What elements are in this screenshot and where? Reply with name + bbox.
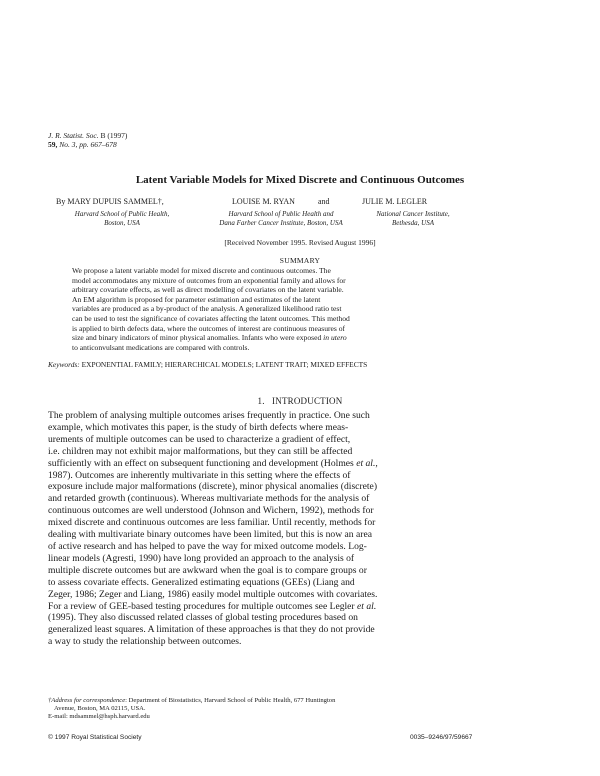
journal-series: B (1997) — [100, 131, 128, 140]
footnote-line: Avenue, Boston, MA 02115, USA. — [54, 705, 146, 713]
intro-line: 1987). Outcomes are inherently multivariate in this setting where the effects of — [48, 469, 351, 481]
summary-line: is applied to birth defects data, where the outcomes of interest are continuous measures of — [72, 323, 346, 333]
intro-line: Zeger, 1986; Zeger and Liang, 1986) easily model multiple outcomes with covariates. — [48, 588, 378, 600]
summary-heading: SUMMARY — [279, 256, 321, 265]
copyright-notice: © 1997 Royal Statistical Society — [48, 734, 142, 741]
footnote-email: E-mail: mdsammel@hsph.harvard.edu — [48, 713, 150, 721]
summary-line: variables are produced as a by-product of the analysis. A generalized likelihood ratio test — [72, 304, 342, 314]
intro-line: and retarded growth (continuous). Whereas multivariate methods for the analysis of — [48, 493, 370, 505]
affiliation-line: Bethesda, USA — [392, 219, 434, 227]
correspondence-footnote — [48, 697, 568, 722]
intro-line: multiple discrete outcomes but are awkward when the goal is to compare groups or — [48, 564, 367, 576]
affiliation-legler — [338, 210, 488, 228]
intro-line: linear models (Agresti, 1990) have long provided an approach to the analysis of — [48, 552, 355, 564]
affiliation-line: Dana Farber Cancer Institute, Boston, USA — [219, 219, 343, 227]
intro-line: of active research and has helped to pave the way for mixed outcome models. Log- — [48, 540, 367, 552]
section-heading: 1. INTRODUCTION — [257, 396, 343, 406]
affiliation-sammel — [52, 210, 192, 228]
intro-line: generalized least squares. A limitation of these approaches is that they do not provide — [48, 624, 375, 636]
author-conjunction: and — [318, 197, 330, 206]
intro-line: mixed discrete and continuous outcomes are less familiar. Until recently, methods for — [48, 517, 376, 529]
intro-italic: et al. — [356, 457, 376, 469]
paper-title: Latent Variable Models for Mixed Discrete and Continuous Outcomes — [135, 174, 465, 186]
summary-line: model accommodates any mixture of outcomes from an exponential family and allows for — [72, 275, 346, 285]
intro-line: urements of multiple outcomes can be used to characterize a gradient of effect, — [48, 433, 351, 445]
intro-line — [48, 458, 552, 470]
journal-citation — [48, 131, 127, 149]
intro-line: exposure include major malformations (discrete), minor physical anomalies (discrete) — [48, 481, 378, 493]
keywords — [48, 360, 568, 369]
intro-line: i.e. children may not exhibit major malformations, but they can still be affected — [48, 445, 353, 457]
intro-line: to assess covariate effects. Generalized estimating equations (GEEs) (Liang and — [48, 576, 355, 588]
summary-line: to anticonvulsant medications are compared with controls. — [72, 342, 250, 352]
affiliation-line: Boston, USA — [104, 219, 140, 227]
intro-line: (1995). They also discussed related classes of global testing procedures based on — [48, 612, 358, 624]
intro-line: a way to study the relationship between outcomes. — [48, 636, 242, 648]
summary-line: We propose a latent variable model for mixed discrete and continuous outcomes. The — [72, 266, 331, 275]
journal-name: J. R. Statist. Soc. — [48, 131, 99, 140]
footnote-text: : Department of Biostatistics, Harvard School of Public Health, 677 Huntington — [125, 697, 336, 704]
intro-text: sufficiently with an effect on subsequent functioning and development (Holmes — [48, 457, 354, 469]
summary-text: size and binary indicators of minor physical anomalies. Infants who were exposed — [72, 333, 322, 343]
intro-text: , — [375, 457, 378, 469]
summary-line: arbitrary covariate effects, as well as direct modelling of covariates on the latent variable. — [72, 285, 344, 295]
received-dates: [Received November 1995. Revised August 1996] — [224, 238, 376, 247]
summary-line — [72, 333, 524, 343]
author-legler: JULIE M. LEGLER — [362, 197, 428, 206]
intro-line: The problem of analysing multiple outcomes arises frequently in practice. One such — [48, 410, 370, 421]
intro-text: For a review of GEE-based testing procedures for multiple outcomes see Legler — [48, 600, 355, 612]
affiliation-line: Harvard School of Public Health and — [228, 210, 334, 218]
author-ryan: LOUISE M. RYAN — [232, 197, 295, 206]
footnote-line — [48, 697, 568, 705]
affiliation-line: Harvard School of Public Health, — [74, 210, 170, 218]
footnote-label: †Address for correspondence — [48, 697, 126, 704]
issn-code: 0035–9246/97/59667 — [410, 734, 473, 741]
author-sammel: By MARY DUPUIS SAMMEL†, — [56, 197, 164, 206]
summary-line: An EM algorithm is proposed for parameter estimation and estimates of the latent — [72, 294, 321, 304]
summary-body — [72, 266, 524, 352]
introduction-body — [48, 410, 552, 648]
keywords-text: EXPONENTIAL FAMILY; HIERARCHICAL MODELS; LATENT TRAIT; MIXED EFFECTS — [81, 360, 368, 369]
journal-issue-pages: No. 3, pp. 667–678 — [59, 140, 117, 149]
journal-volume: 59, — [48, 140, 58, 149]
intro-italic: et al. — [357, 600, 377, 612]
summary-italic: in utero — [323, 333, 347, 343]
keywords-label: Keywords: — [48, 360, 80, 369]
intro-line — [48, 601, 552, 613]
intro-line: dealing with multivariate binary outcomes have been limited, but this is now an area — [48, 529, 372, 541]
intro-line: example, which motivates this paper, is the study of birth defects where meas- — [48, 421, 349, 433]
summary-line: can be used to test the significance of covariates affecting the latent outcomes. This method — [72, 313, 350, 323]
intro-line: continuous outcomes are well understood (Johnson and Wichern, 1992), methods for — [48, 505, 374, 517]
affiliation-line: National Cancer Institute, — [376, 210, 450, 218]
